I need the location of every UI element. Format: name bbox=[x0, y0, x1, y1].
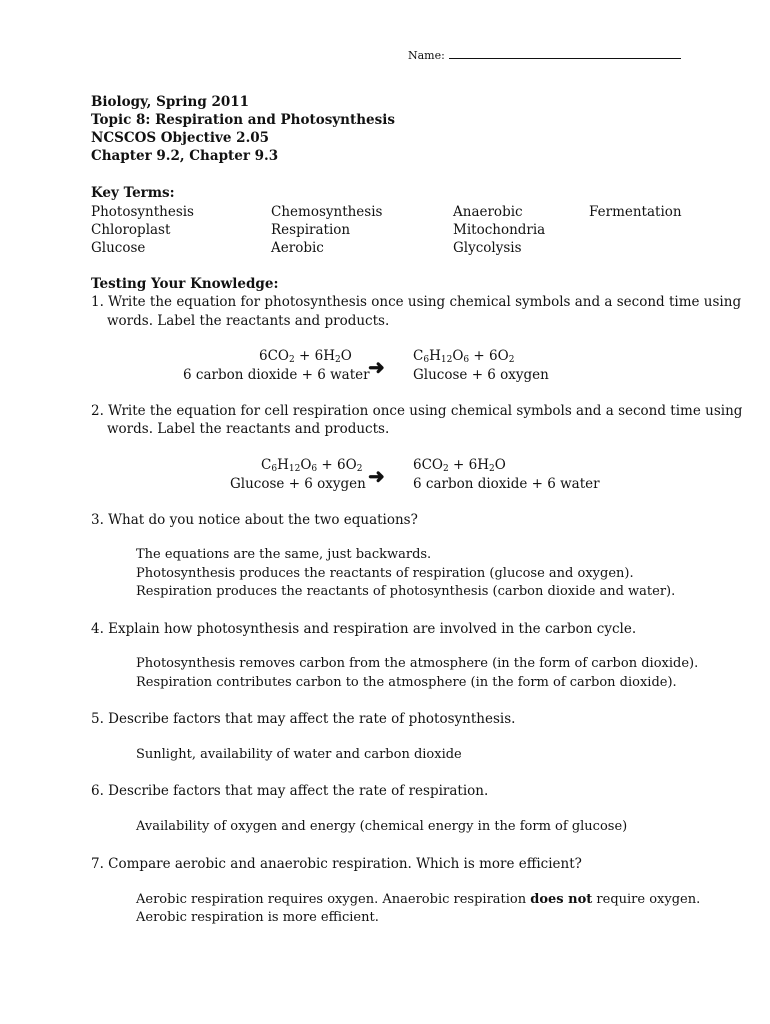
key-term: Photosynthesis bbox=[91, 204, 194, 220]
question-7: 7. Compare aerobic and anaerobic respiration. Which is more efficient? bbox=[91, 856, 582, 872]
q2-left-formula: $C_6H_{12}O_6 + 6O_2$ bbox=[261, 457, 363, 474]
question-6: 6. Describe factors that may affect the rate of respiration. bbox=[91, 783, 489, 799]
q2-left-words: Glucose + 6 oxygen bbox=[230, 476, 366, 492]
key-term: Glycolysis bbox=[453, 240, 522, 256]
answer-emphasis: does not bbox=[530, 892, 593, 907]
q1-left-formula: $6CO_2 + 6H_2O$ bbox=[259, 348, 352, 365]
testing-title: Testing Your Knowledge: bbox=[91, 276, 279, 292]
answer-text: Aerobic respiration requires oxygen. Anaerobic respiration bbox=[136, 892, 531, 907]
q2-right-words: 6 carbon dioxide + 6 water bbox=[413, 476, 600, 492]
question-5: 5. Describe factors that may affect the rate of photosynthesis. bbox=[91, 711, 516, 727]
question-1-cont: words. Label the reactants and products. bbox=[107, 313, 390, 329]
course-title: Biology, Spring 2011 bbox=[91, 94, 250, 110]
key-term: Mitochondria bbox=[453, 222, 546, 238]
key-term: Fermentation bbox=[589, 204, 682, 220]
answer-line: Photosynthesis removes carbon from the atmosphere (in the form of carbon dioxide). bbox=[136, 656, 699, 671]
key-term: Chloroplast bbox=[91, 222, 171, 238]
q1-left-words: 6 carbon dioxide + 6 water bbox=[183, 367, 370, 383]
answer-line: Photosynthesis produces the reactants of respiration (glucose and oxygen). bbox=[136, 566, 634, 581]
arrow-icon: ➜ bbox=[368, 355, 385, 379]
name-field bbox=[408, 48, 681, 62]
name-label: Name: bbox=[408, 49, 445, 62]
key-term: Chemosynthesis bbox=[271, 204, 383, 220]
q2-right-formula: $6CO_2 + 6H_2O$ bbox=[413, 457, 506, 474]
question-2-cont: words. Label the reactants and products. bbox=[107, 421, 390, 437]
question-3: 3. What do you notice about the two equations? bbox=[91, 512, 418, 528]
key-terms-title: Key Terms: bbox=[91, 185, 175, 201]
name-blank-line bbox=[449, 48, 681, 59]
answer-line: Sunlight, availability of water and carbon dioxide bbox=[136, 747, 462, 762]
answer-line: Availability of oxygen and energy (chemical energy in the form of glucose) bbox=[136, 819, 628, 834]
answer-text: require oxygen. bbox=[592, 892, 701, 907]
question-1: 1. Write the equation for photosynthesis once using chemical symbols and a second time using bbox=[91, 294, 742, 310]
topic-title: Topic 8: Respiration and Photosynthesis bbox=[91, 112, 395, 128]
q1-right-formula: $C_6H_{12}O_6 + 6O_2$ bbox=[413, 348, 515, 365]
answer-line: Aerobic respiration is more efficient. bbox=[136, 910, 379, 925]
objective-line: NCSCOS Objective 2.05 bbox=[91, 130, 270, 146]
key-term: Glucose bbox=[91, 240, 146, 256]
key-term: Aerobic bbox=[271, 240, 324, 256]
answer-line bbox=[136, 892, 700, 907]
question-2: 2. Write the equation for cell respiration once using chemical symbols and a second time using bbox=[91, 403, 743, 419]
arrow-icon: ➜ bbox=[368, 464, 385, 488]
answer-line: Respiration contributes carbon to the atmosphere (in the form of carbon dioxide). bbox=[136, 675, 677, 690]
key-term: Anaerobic bbox=[453, 204, 523, 220]
question-4: 4. Explain how photosynthesis and respiration are involved in the carbon cycle. bbox=[91, 621, 637, 637]
answer-line: Respiration produces the reactants of photosynthesis (carbon dioxide and water). bbox=[136, 584, 676, 599]
q1-right-words: Glucose + 6 oxygen bbox=[413, 367, 549, 383]
key-term: Respiration bbox=[271, 222, 351, 238]
chapter-line: Chapter 9.2, Chapter 9.3 bbox=[91, 148, 279, 164]
answer-line: The equations are the same, just backwards. bbox=[136, 547, 432, 562]
